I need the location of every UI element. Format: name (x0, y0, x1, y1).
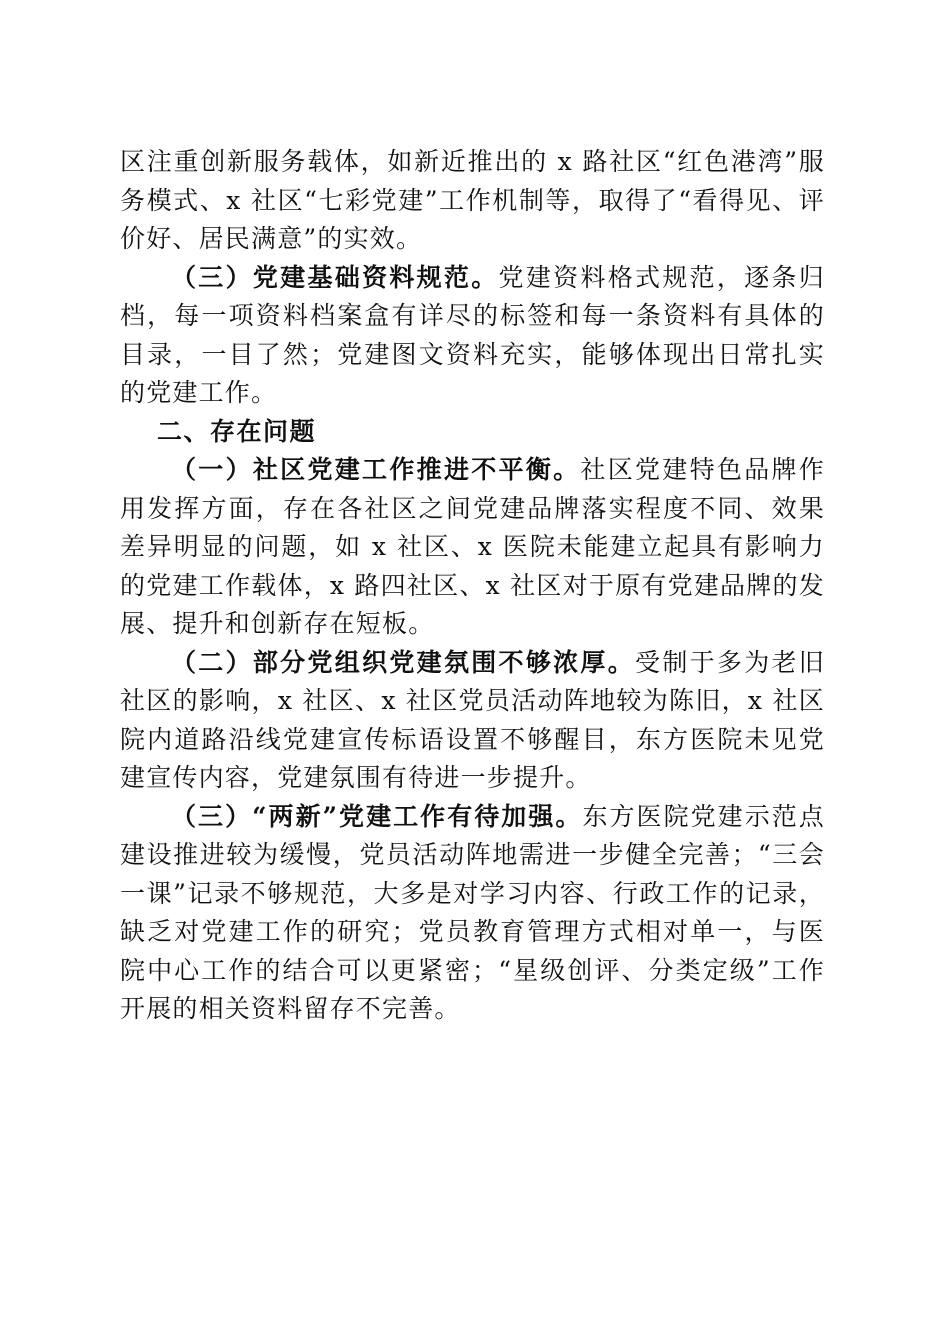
paragraph-problem-1 (120, 451, 825, 644)
paragraph-lead: （一）社区党建工作推进不平衡。 (171, 455, 581, 484)
document-body (120, 143, 825, 1029)
paragraph-text: 东方医院党建示范点建设推进较为缓慢，党员活动阵地需进一步健全完善；“三会一课”记录不够规范，大多是对学习内容、行政工作的记录，缺乏对党建工作的研究；党员教育管理方式相对单一，与医院中心工作的结合可以更紧密；“星级创评、分类定级”工作开展的相关资料留存不完善。 (120, 801, 825, 1023)
paragraph-continuation (120, 143, 825, 259)
paragraph-problem-2 (120, 644, 825, 798)
paragraph-text: 受制于多为老旧社区的影响，x 社区、x 社区党员活动阵地较为陈旧，x 社区院内道路沿线党建宣传标语设置不够醒目，东方医院未见党建宣传内容，党建氛围有待进一步提升。 (120, 647, 826, 792)
paragraph-lead: （三）“两新”党建工作有待加强。 (171, 801, 583, 831)
paragraph-text: 社区党建特色品牌作用发挥方面，存在各社区之间党建品牌落实程度不同、效果差异明显的问题，如 x 社区、x 医院未能建立起具有影响力的党建工作载体，x 路四社区、x 社区对于原有党建品牌的发展、提升和创新存在短板。 (120, 455, 825, 638)
paragraph-text: 党建资料格式规范，逐条归档，每一项资料档案盒有详尽的标签和每一条资料有具体的目录，一目了然；党建图文资料充实，能够体现出日常扎实的党建工作。 (120, 262, 825, 407)
paragraph-basic-materials (120, 259, 825, 413)
paragraph-lead: （三）党建基础资料规范。 (171, 262, 499, 292)
paragraph-lead: （二）部分党组织党建氛围不够浓厚。 (171, 647, 636, 677)
paragraph-problem-3 (120, 798, 825, 1029)
paragraph-text: 区注重创新服务载体，如新近推出的 x 路社区“红色港湾”服务模式、x 社区“七彩党建”工作机制等，取得了“看得见、评价好、居民满意”的实效。 (120, 147, 825, 253)
section-heading: 二、存在问题 (157, 416, 317, 446)
